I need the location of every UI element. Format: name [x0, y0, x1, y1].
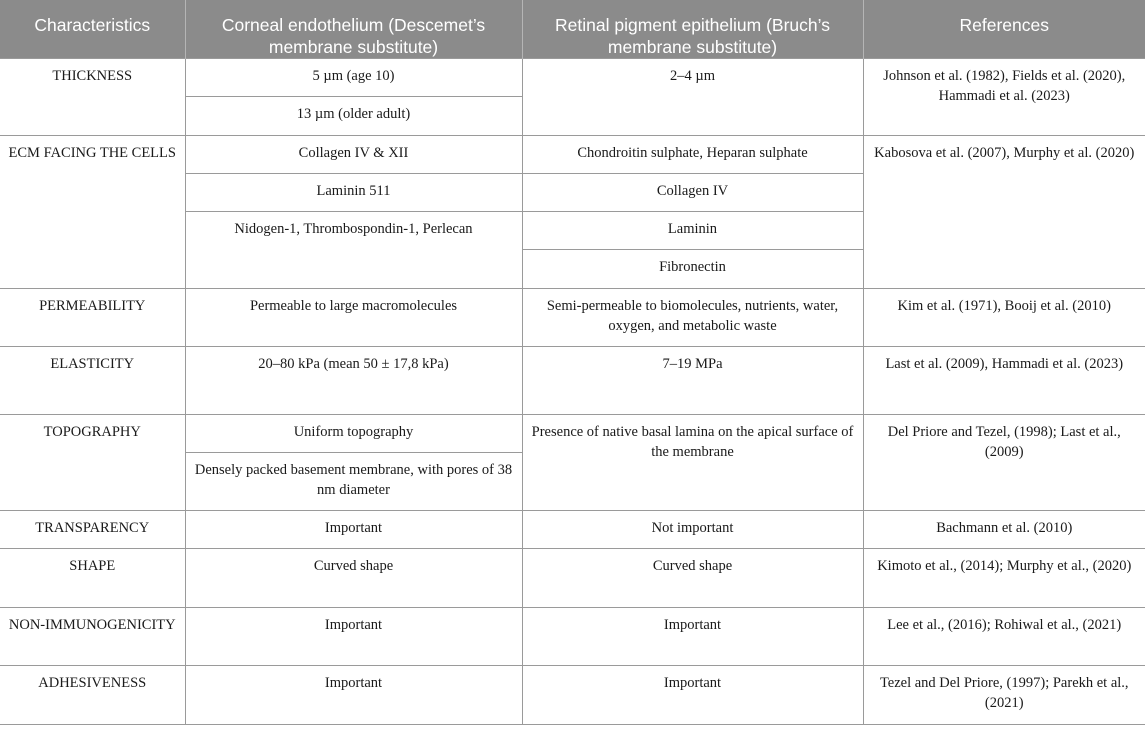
row-label-transparency: TRANSPARENCY: [0, 511, 185, 549]
row-label-topography: TOPOGRAPHY: [0, 415, 185, 511]
corneal-cell: Uniform topography: [185, 415, 522, 453]
reference-cell: Kimoto et al., (2014); Murphy et al., (2020): [863, 549, 1145, 608]
retinal-cell: 2–4 µm: [522, 59, 863, 136]
reference-cell: Bachmann et al. (2010): [863, 511, 1145, 549]
table-row-shape: [0, 549, 1145, 608]
corneal-cell: 5 µm (age 10): [185, 59, 522, 97]
corneal-cell: Permeable to large macromolecules: [185, 289, 522, 347]
corneal-cell: Laminin 511: [185, 174, 522, 212]
table-row-thickness: [0, 59, 1145, 97]
corneal-cell: Collagen IV & XII: [185, 136, 522, 174]
retinal-cell: Collagen IV: [522, 174, 863, 212]
row-label-immunogenicity: NON-IMMUNOGENICITY: [0, 608, 185, 666]
table-row-immunogenicity: [0, 608, 1145, 666]
table-row-ecm: [0, 136, 1145, 174]
reference-cell: Kabosova et al. (2007), Murphy et al. (2020): [863, 136, 1145, 289]
header-retinal-pigment-epithelium: Retinal pigment epithelium (Bruch’s membrane substitute): [522, 0, 863, 59]
reference-cell: Kim et al. (1971), Booij et al. (2010): [863, 289, 1145, 347]
retinal-cell: Chondroitin sulphate, Heparan sulphate: [522, 136, 863, 174]
row-label-elasticity: ELASTICITY: [0, 347, 185, 415]
row-label-adhesiveness: ADHESIVENESS: [0, 666, 185, 725]
table-row-transparency: [0, 511, 1145, 549]
table-row-topography: [0, 415, 1145, 453]
corneal-cell: Curved shape: [185, 549, 522, 608]
table-row-permeability: [0, 289, 1145, 347]
header-corneal-endothelium: Corneal endothelium (Descemet’s membrane substitute): [185, 0, 522, 59]
row-label-ecm: ECM FACING THE CELLS: [0, 136, 185, 289]
row-label-shape: SHAPE: [0, 549, 185, 608]
corneal-cell: Important: [185, 608, 522, 666]
retinal-cell: Fibronectin: [522, 250, 863, 289]
header-row: [0, 0, 1145, 59]
row-label-permeability: PERMEABILITY: [0, 289, 185, 347]
retinal-cell: Important: [522, 666, 863, 725]
reference-cell: Last et al. (2009), Hammadi et al. (2023): [863, 347, 1145, 415]
corneal-cell: 20–80 kPa (mean 50 ± 17,8 kPa): [185, 347, 522, 415]
header-characteristics: Characteristics: [0, 0, 185, 59]
corneal-cell: Important: [185, 511, 522, 549]
reference-cell: Johnson et al. (1982), Fields et al. (2020), Hammadi et al. (2023): [863, 59, 1145, 136]
retinal-cell: Laminin: [522, 212, 863, 250]
reference-cell: Del Priore and Tezel, (1998); Last et al., (2009): [863, 415, 1145, 511]
retinal-cell: Curved shape: [522, 549, 863, 608]
table-row-adhesiveness: [0, 666, 1145, 725]
retinal-cell: Important: [522, 608, 863, 666]
row-label-thickness: THICKNESS: [0, 59, 185, 136]
reference-cell: Tezel and Del Priore, (1997); Parekh et al., (2021): [863, 666, 1145, 725]
header-references: References: [863, 0, 1145, 59]
table-row-elasticity: [0, 347, 1145, 415]
retinal-cell: Presence of native basal lamina on the apical surface of the membrane: [522, 415, 863, 511]
retinal-cell: Semi-permeable to biomolecules, nutrients, water, oxygen, and metabolic waste: [522, 289, 863, 347]
corneal-cell: Densely packed basement membrane, with pores of 38 nm diameter: [185, 453, 522, 511]
corneal-cell: Important: [185, 666, 522, 725]
corneal-cell: Nidogen-1, Thrombospondin-1, Perlecan: [185, 212, 522, 289]
reference-cell: Lee et al., (2016); Rohiwal et al., (2021): [863, 608, 1145, 666]
retinal-cell: Not important: [522, 511, 863, 549]
retinal-cell: 7–19 MPa: [522, 347, 863, 415]
corneal-cell: 13 µm (older adult): [185, 97, 522, 136]
